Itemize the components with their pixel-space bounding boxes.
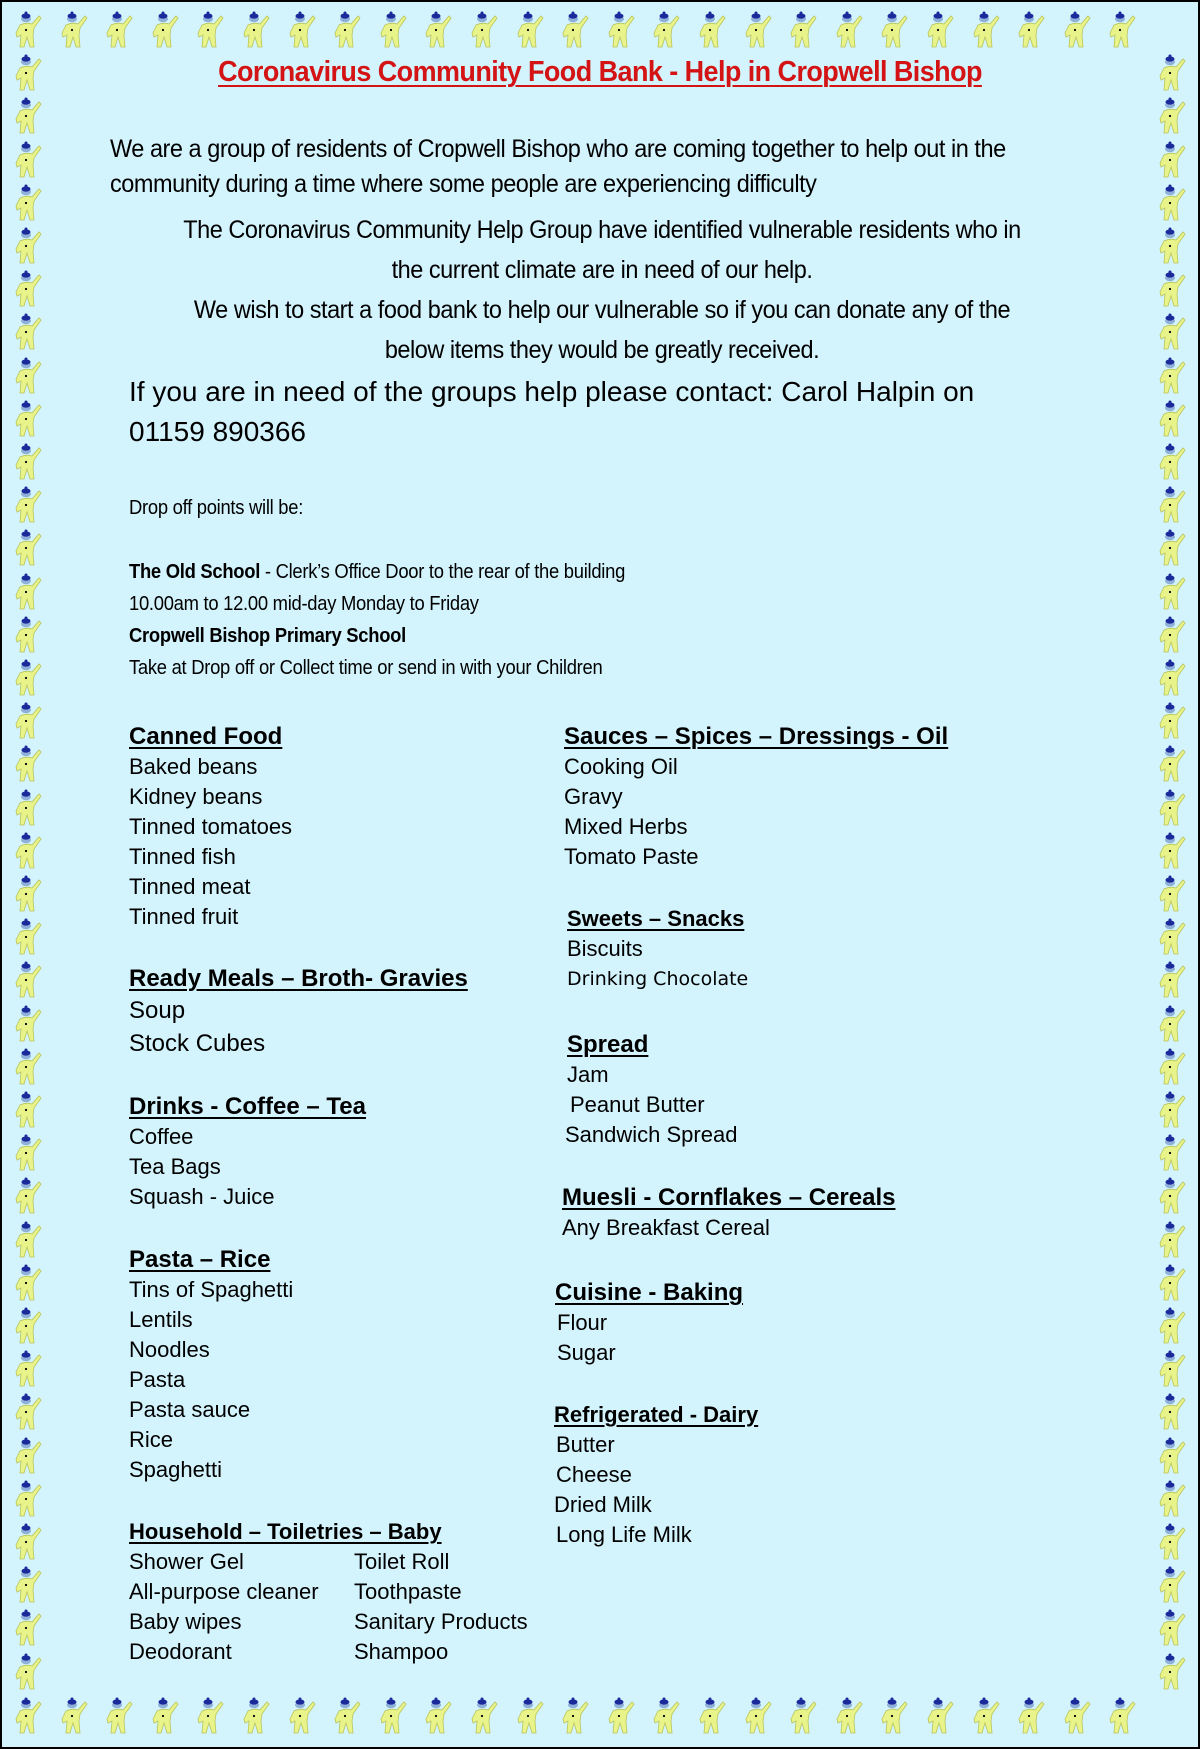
drop-off-location-1 bbox=[129, 556, 625, 588]
location-2-name: Cropwell Bishop Primary School bbox=[129, 625, 406, 647]
flyer-page bbox=[2, 2, 1198, 1747]
paragraph-1-line-2: the current climate are in need of our help. bbox=[391, 256, 813, 284]
contact-info bbox=[129, 372, 1089, 452]
list-item: Rice bbox=[129, 1427, 174, 1452]
location-1-hours: 10.00am to 12.00 mid-day Monday to Friday bbox=[129, 593, 479, 615]
list-item: Pasta bbox=[129, 1367, 186, 1392]
list-item: Mixed Herbs bbox=[564, 814, 688, 839]
list-item: Squash - Juice bbox=[129, 1184, 275, 1209]
list-item: Biscuits bbox=[567, 936, 643, 961]
list-item: Baked beans bbox=[129, 754, 258, 779]
category-title: Sauces – Spices – Dressings - Oil bbox=[564, 723, 949, 750]
list-item: Stock Cubes bbox=[129, 1030, 266, 1057]
location-2-detail: Take at Drop off or Collect time or send in with your Children bbox=[129, 657, 603, 679]
category-household bbox=[129, 1517, 554, 1667]
list-item: Deodorant bbox=[129, 1639, 232, 1664]
page-title: Coronavirus Community Food Bank - Help in Cropwell Bishop bbox=[218, 56, 982, 88]
list-item: Tins of Spaghetti bbox=[129, 1277, 294, 1302]
list-item: Toilet Roll bbox=[354, 1549, 450, 1574]
list-item: Spaghetti bbox=[129, 1457, 222, 1482]
list-item: Cooking Oil bbox=[564, 754, 678, 779]
list-item: Kidney beans bbox=[129, 784, 263, 809]
location-1-name: The Old School bbox=[129, 561, 261, 583]
category-title: Spread bbox=[567, 1031, 649, 1058]
list-item: Dried Milk bbox=[554, 1492, 652, 1517]
list-item: Any Breakfast Cereal bbox=[562, 1215, 770, 1240]
paragraph-1-line-1: The Coronavirus Community Help Group have identified vulnerable residents who in bbox=[183, 216, 1021, 244]
list-item: Noodles bbox=[129, 1337, 210, 1362]
list-item: Cheese bbox=[556, 1462, 632, 1487]
list-item: Toothpaste bbox=[354, 1579, 462, 1604]
category-baking bbox=[555, 1278, 743, 1368]
category-sweets bbox=[567, 904, 748, 994]
contact-phone: 01159 890366 bbox=[129, 416, 306, 447]
drop-off-section bbox=[129, 492, 625, 684]
list-item: Butter bbox=[556, 1432, 615, 1457]
list-item: Shampoo bbox=[354, 1639, 449, 1664]
list-item: Lentils bbox=[129, 1307, 193, 1332]
list-item: Jam bbox=[567, 1062, 609, 1087]
location-1-detail: - Clerk’s Office Door to the rear of the building bbox=[260, 561, 626, 583]
contact-text: If you are in need of the groups help please contact: Carol Halpin on bbox=[129, 376, 975, 407]
paragraph-2-line-2: below items they would be greatly received. bbox=[384, 336, 820, 364]
list-item: Tomato Paste bbox=[564, 844, 699, 869]
category-title: Ready Meals – Broth- Gravies bbox=[129, 965, 468, 992]
drop-off-heading: Drop off points will be: bbox=[129, 497, 304, 519]
list-item: All-purpose cleaner bbox=[129, 1579, 319, 1604]
category-spread bbox=[567, 1030, 737, 1150]
category-title: Refrigerated - Dairy bbox=[554, 1402, 759, 1427]
category-canned-food bbox=[129, 722, 292, 932]
category-title: Sweets – Snacks bbox=[567, 906, 745, 931]
list-item: Soup bbox=[129, 997, 186, 1024]
category-pasta-rice bbox=[129, 1245, 293, 1485]
category-title: Pasta – Rice bbox=[129, 1246, 271, 1273]
list-item: Sugar bbox=[557, 1340, 616, 1365]
list-item: Tinned tomatoes bbox=[129, 814, 293, 839]
category-title: Canned Food bbox=[129, 723, 283, 750]
intro-text: We are a group of residents of Cropwell Bishop who are coming together to help out in the community during a time where some people are experiencing difficulty bbox=[110, 135, 1006, 198]
list-item: Peanut Butter bbox=[570, 1092, 705, 1117]
list-item: Tea Bags bbox=[129, 1154, 221, 1179]
list-item: Drinking Chocolate bbox=[567, 968, 749, 990]
list-item: Sandwich Spread bbox=[565, 1122, 738, 1147]
category-ready-meals bbox=[129, 964, 468, 1060]
category-sauces bbox=[564, 722, 948, 872]
category-title: Household – Toiletries – Baby bbox=[129, 1519, 442, 1544]
list-item: Flour bbox=[557, 1310, 608, 1335]
list-item: Pasta sauce bbox=[129, 1397, 251, 1422]
paragraph-2-line-1: We wish to start a food bank to help our vulnerable so if you can donate any of the bbox=[193, 296, 1011, 324]
list-item: Coffee bbox=[129, 1124, 194, 1149]
list-item: Tinned fruit bbox=[129, 904, 239, 929]
list-item: Long Life Milk bbox=[556, 1522, 692, 1547]
list-item: Tinned meat bbox=[129, 874, 251, 899]
category-title: Cuisine - Baking bbox=[555, 1279, 744, 1306]
category-dairy bbox=[554, 1400, 758, 1550]
list-item: Baby wipes bbox=[129, 1609, 242, 1634]
list-item: Tinned fish bbox=[129, 844, 236, 869]
category-title: Muesli - Cornflakes – Cereals bbox=[562, 1184, 896, 1211]
list-item: Shower Gel bbox=[129, 1549, 244, 1574]
category-drinks bbox=[129, 1092, 366, 1212]
category-cereals bbox=[562, 1183, 895, 1243]
category-title: Drinks - Coffee – Tea bbox=[129, 1093, 366, 1120]
list-item: Sanitary Products bbox=[354, 1609, 528, 1634]
list-item: Gravy bbox=[564, 784, 623, 809]
